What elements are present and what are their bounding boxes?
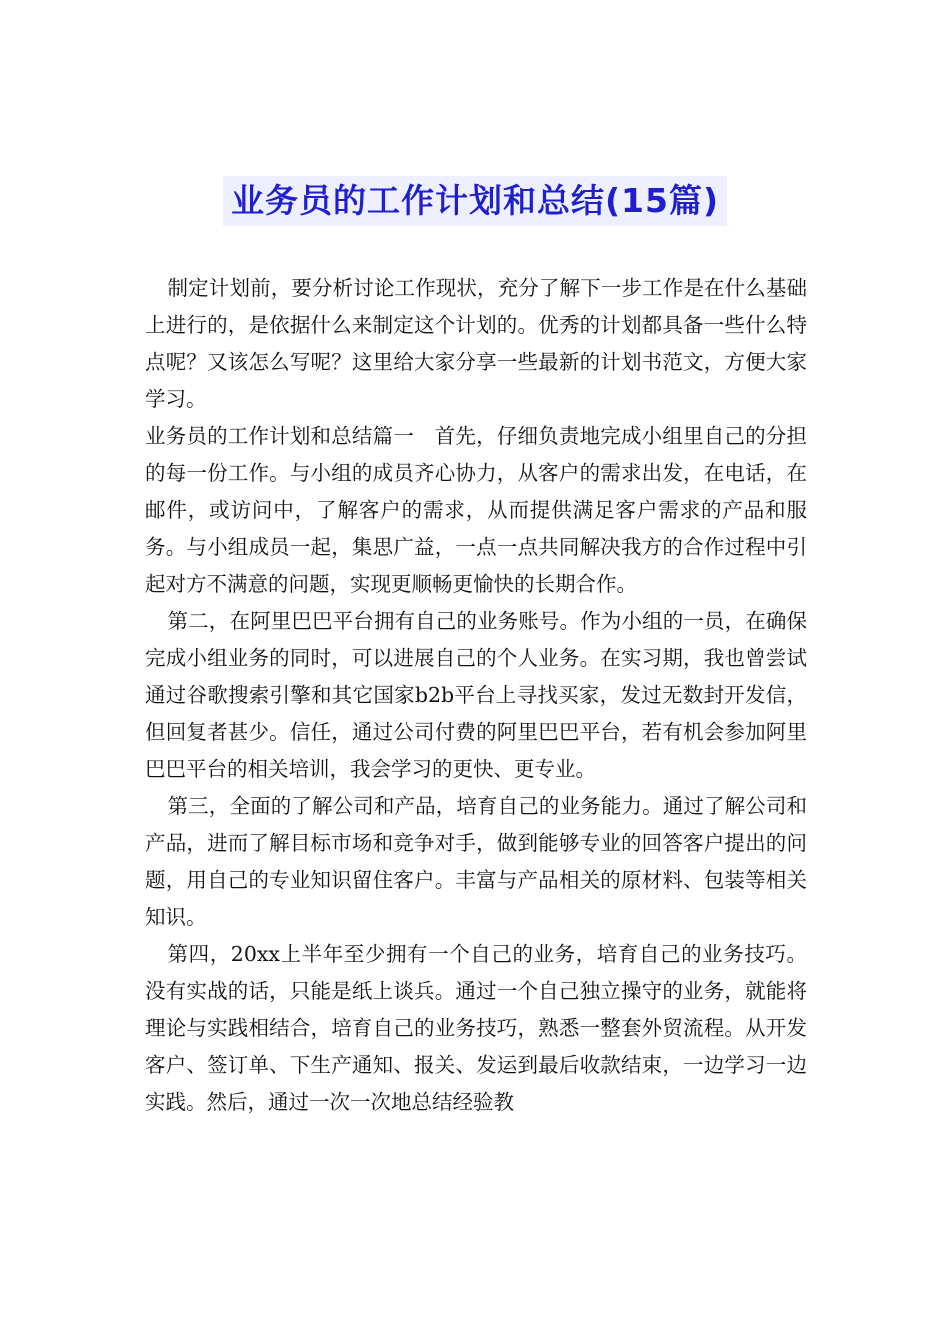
title-container (0, 176, 950, 226)
document-title: 业务员的工作计划和总结(15篇) (223, 176, 727, 226)
paragraph-third-point: 第三，全面的了解公司和产品，培育自己的业务能力。通过了解公司和产品，进而了解目标市场和竞争对手，做到能够专业的回答客户提出的问题，用自己的专业知识留住客户。丰富与产品相关的原材料、包装等相关知识。 (145, 794, 807, 929)
paragraph-fourth-point: 第四，20xx上半年至少拥有一个自己的业务，培育自己的业务技巧。没有实战的话，只能是纸上谈兵。通过一个自己独立操守的业务，就能将理论与实践相结合，培育自己的业务技巧，熟悉一整套外贸流程。从开发客户、签订单、下生产通知、报关、发运到最后收款结束，一边学习一边实践。然后，通过一次一次地总结经验教 (145, 942, 807, 1114)
document-body (145, 270, 807, 1121)
paragraph-intro: 制定计划前，要分析讨论工作现状，充分了解下一步工作是在什么基础上进行的，是依据什么来制定这个计划的。优秀的计划都具备一些什么特点呢？又该怎么写呢？这里给大家分享一些最新的计划书范文，方便大家学习。 (145, 276, 807, 411)
paragraph-section-one: 业务员的工作计划和总结篇一 首先，仔细负责地完成小组里自己的分担的每一份工作。与小组的成员齐心协力，从客户的需求出发，在电话，在邮件，或访问中，了解客户的需求，从而提供满足客户需求的产品和服务。与小组成员一起，集思广益，一点一点共同解决我方的合作过程中引起对方不满意的问题，实现更顺畅更愉快的长期合作。 (145, 424, 807, 596)
paragraph-second-point: 第二，在阿里巴巴平台拥有自己的业务账号。作为小组的一员，在确保完成小组业务的同时，可以进展自己的个人业务。在实习期，我也曾尝试通过谷歌搜索引擎和其它国家b2b平台上寻找买家，发过无数封开发信，但回复者甚少。信任，通过公司付费的阿里巴巴平台，若有机会参加阿里巴巴平台的相关培训，我会学习的更快、更专业。 (145, 609, 807, 781)
